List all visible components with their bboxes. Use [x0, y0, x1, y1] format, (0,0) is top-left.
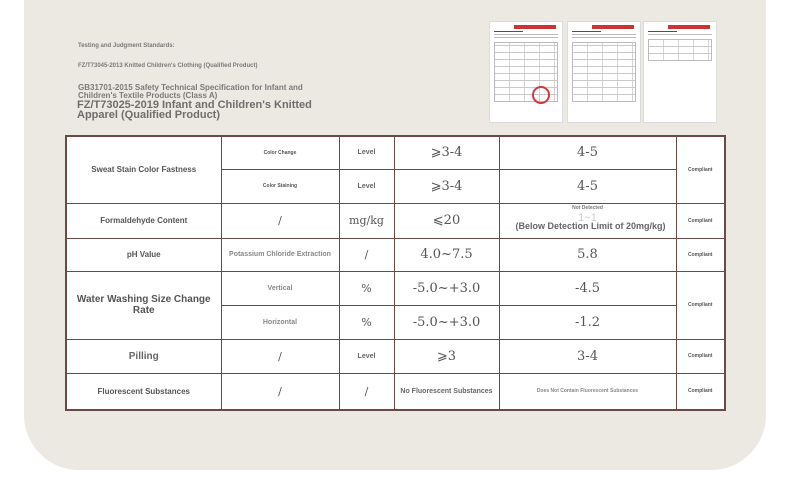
result-cell: Does Not Contain Fluorescent Substances — [499, 373, 676, 410]
result-mark: 1~1 — [578, 212, 597, 224]
unit-cell: / — [339, 373, 394, 410]
result-cell: 4-5 — [499, 136, 676, 169]
result-cell — [499, 203, 676, 238]
standard-cell: ⩾3-4 — [394, 136, 499, 169]
standard-fz-t73045: FZ/T73045-2013 Knitted Children's Clothing (Qualified Product) — [78, 63, 258, 69]
red-seal-icon — [532, 86, 550, 104]
table-row — [66, 373, 725, 410]
standard-fz-t73025: FZ/T73025-2019 Infant and Children's Knitted Apparel (Qualified Product) — [77, 99, 312, 121]
standard-cell: ⩾3-4 — [394, 169, 499, 203]
table-row — [66, 238, 725, 271]
judgment-cell: Compliant — [676, 203, 725, 238]
standard-cell: ⩽20 — [394, 203, 499, 238]
judgment-cell: Compliant — [676, 136, 725, 203]
standard-cell: -5.0~+3.0 — [394, 305, 499, 339]
sub-vertical: Vertical — [221, 271, 339, 305]
table-row — [66, 203, 725, 238]
sub-cell: / — [221, 373, 339, 410]
sub-color-change: Color Change — [221, 136, 339, 169]
judgment-cell: Compliant — [676, 271, 725, 339]
item-sweat-stain: Sweat Stain Color Fastness — [66, 136, 221, 203]
test-report-thumbnail-3[interactable] — [643, 21, 717, 123]
sub-cell: / — [221, 203, 339, 238]
unit-cell: mg/kg — [339, 203, 394, 238]
judgment-cell: Compliant — [676, 339, 725, 373]
standard-cell: ⩾3 — [394, 339, 499, 373]
item-water-washing: Water Washing Size Change Rate — [66, 271, 221, 339]
test-report-thumbnail-2[interactable] — [567, 21, 641, 123]
sub-color-staining: Color Staining — [221, 169, 339, 203]
sub-cell: / — [221, 339, 339, 373]
result-cell: -1.2 — [499, 305, 676, 339]
result-detection-limit: (Below Detection Limit of 20mg/kg) — [515, 221, 666, 231]
sub-horizontal: Horizontal — [221, 305, 339, 339]
standards-heading: Testing and Judgment Standards: — [78, 43, 175, 49]
result-cell: 4-5 — [499, 169, 676, 203]
unit-cell: / — [339, 238, 394, 271]
table-row — [66, 271, 725, 305]
table-row — [66, 136, 725, 169]
result-cell: 5.8 — [499, 238, 676, 271]
item-ph-value: pH Value — [66, 238, 221, 271]
unit-cell: Level — [339, 136, 394, 169]
table-row — [66, 339, 725, 373]
test-report-thumbnail-1[interactable] — [489, 21, 563, 123]
test-results-table — [65, 135, 726, 411]
unit-cell: % — [339, 305, 394, 339]
result-cell: -4.5 — [499, 271, 676, 305]
item-pilling: Pilling — [66, 339, 221, 373]
standard-gb31701: GB31701-2015 Safety Technical Specification for Infant and Children's Textile Products (Class A) — [78, 83, 303, 101]
sub-potassium-chloride: Potassium Chloride Extraction — [221, 238, 339, 271]
result-not-detected: Not Detected — [572, 205, 603, 211]
result-cell: 3-4 — [499, 339, 676, 373]
item-formaldehyde: Formaldehyde Content — [66, 203, 221, 238]
item-fluorescent: Fluorescent Substances — [66, 373, 221, 410]
unit-cell: Level — [339, 339, 394, 373]
unit-cell: Level — [339, 169, 394, 203]
standard-cell: No Fluorescent Substances — [394, 373, 499, 410]
standard-cell: 4.0~7.5 — [394, 238, 499, 271]
judgment-cell: Compliant — [676, 373, 725, 410]
standard-cell: -5.0~+3.0 — [394, 271, 499, 305]
unit-cell: % — [339, 271, 394, 305]
judgment-cell: Compliant — [676, 238, 725, 271]
